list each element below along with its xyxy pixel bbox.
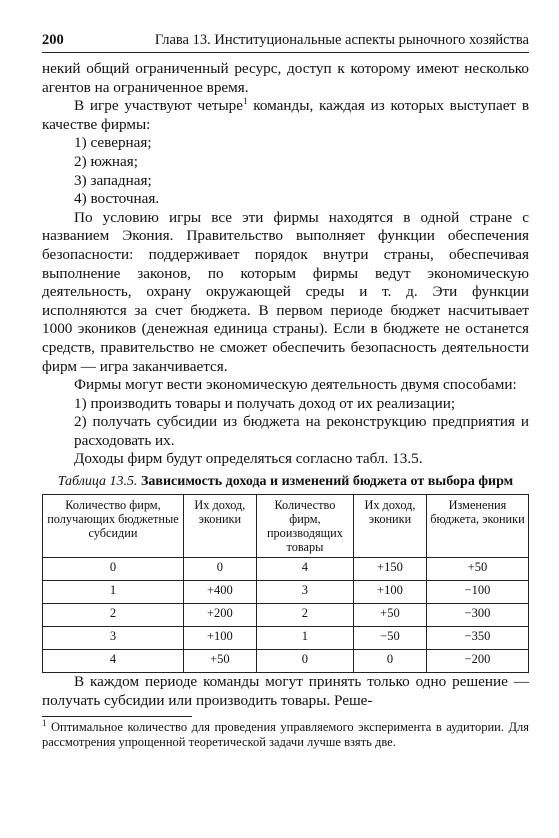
footnote-divider — [42, 716, 192, 717]
table-row — [43, 604, 529, 627]
chapter-title: Глава 13. Институциональные аспекты рыночного хозяйства — [154, 32, 529, 48]
table-cell: 0 — [183, 558, 256, 581]
table-header-row — [43, 495, 529, 558]
table-cell: +50 — [354, 604, 427, 627]
table-caption-label: Таблица 13.5. — [57, 474, 138, 490]
table-row — [43, 558, 529, 581]
table-cell: +100 — [183, 627, 256, 650]
table-cell: 1 — [256, 627, 353, 650]
table-caption-title: Зависимость дохода и изменений бюджета от выбора фирм — [141, 474, 514, 490]
list-item-way: 2) получать субсидии из бюджета на реконструкцию предприятия и расходовать их. — [74, 413, 529, 449]
table-cell: +50 — [426, 558, 528, 581]
table-cell: −350 — [426, 627, 528, 650]
income-budget-table — [42, 494, 529, 673]
list-item-way: 1) производить товары и получать доход от их реализации; — [74, 394, 456, 412]
table-cell: +100 — [354, 581, 427, 604]
paragraph-teams-text-end: команды, каждая из которых выступает в качестве фирмы: — [42, 97, 529, 133]
column-header: Количество фирм, получающих бюджетные субсидии — [43, 495, 184, 558]
page-body — [42, 60, 529, 750]
column-header: Количество фирм, производящих товары — [256, 495, 353, 558]
list-item-team: 4) восточная. — [74, 190, 160, 208]
table-cell: −300 — [426, 604, 528, 627]
list-item-team: 3) западная; — [74, 171, 152, 189]
paragraph-conditions: По условию игры все эти фирмы находятся в одной стране с названием Экония. Правительство выполняет функции обеспечения безопасности: поддерживает порядок внутри страны, обеспечивая выполнение законов, по которым фирмы ведут экономическую деятельность, охрану окружающей среды и т. д. Эти функции исполняются за счет бюджета. В первом периоде бюджет насчитывает 1000 экоников (денежная единица страны). Если в бюджете не останется средств, правительство не сможет обеспечить безопасность деятельности фирм — игра заканчивается. — [42, 208, 529, 375]
column-header: Их доход, эконики — [183, 495, 256, 558]
list-item-team: 1) северная; — [74, 134, 152, 152]
table-cell: 0 — [43, 558, 184, 581]
table-row — [43, 581, 529, 604]
list-item-team: 2) южная; — [74, 152, 138, 170]
table-cell: 0 — [354, 650, 427, 673]
table-cell: +50 — [183, 650, 256, 673]
table-cell: 2 — [256, 604, 353, 627]
table-cell: +400 — [183, 581, 256, 604]
table-cell: 0 — [256, 650, 353, 673]
table-cell: 1 — [43, 581, 184, 604]
footnote-mark: 1 — [42, 718, 47, 729]
column-header: Изменения бюджета, эконики — [426, 495, 528, 558]
table-cell: +200 — [183, 604, 256, 627]
table-cell: 4 — [256, 558, 353, 581]
paragraph-table-ref: Доходы фирм будут определяться согласно табл. 13.5. — [74, 450, 423, 468]
footnote — [42, 720, 529, 750]
paragraph-resource: некий общий ограниченный ресурс, доступ к которому имеют несколько агентов на ограниченное время. — [42, 60, 529, 96]
paragraph-teams-text: В игре участвуют четыре — [74, 97, 244, 115]
table-cell: 3 — [43, 627, 184, 650]
table-cell: 2 — [43, 604, 184, 627]
table-cell: −200 — [426, 650, 528, 673]
running-header — [42, 30, 529, 53]
table-cell: 4 — [43, 650, 184, 673]
table-cell: 3 — [256, 581, 353, 604]
footnote-reference[interactable]: 1 — [243, 96, 248, 107]
page-number: 200 — [42, 32, 64, 48]
paragraph-decision: В каждом периоде команды могут принять только одно решение — получать субсидии или производить товары. Реше- — [42, 673, 529, 709]
paragraph-teams-intro — [42, 97, 529, 134]
paragraph-ways-intro: Фирмы могут вести экономическую деятельность двумя способами: — [74, 376, 517, 394]
table-row — [43, 627, 529, 650]
column-header: Их доход, эконики — [354, 495, 427, 558]
table-cell: −100 — [426, 581, 528, 604]
table-cell: −50 — [354, 627, 427, 650]
table-row — [43, 650, 529, 673]
table-cell: +150 — [354, 558, 427, 581]
footnote-text: Оптимальное количество для проведения управляемого эксперимента в аудитории. Для рассмотрения упрощенной теоретической задачи лучше взять две. — [42, 720, 529, 750]
table-caption — [42, 473, 529, 490]
